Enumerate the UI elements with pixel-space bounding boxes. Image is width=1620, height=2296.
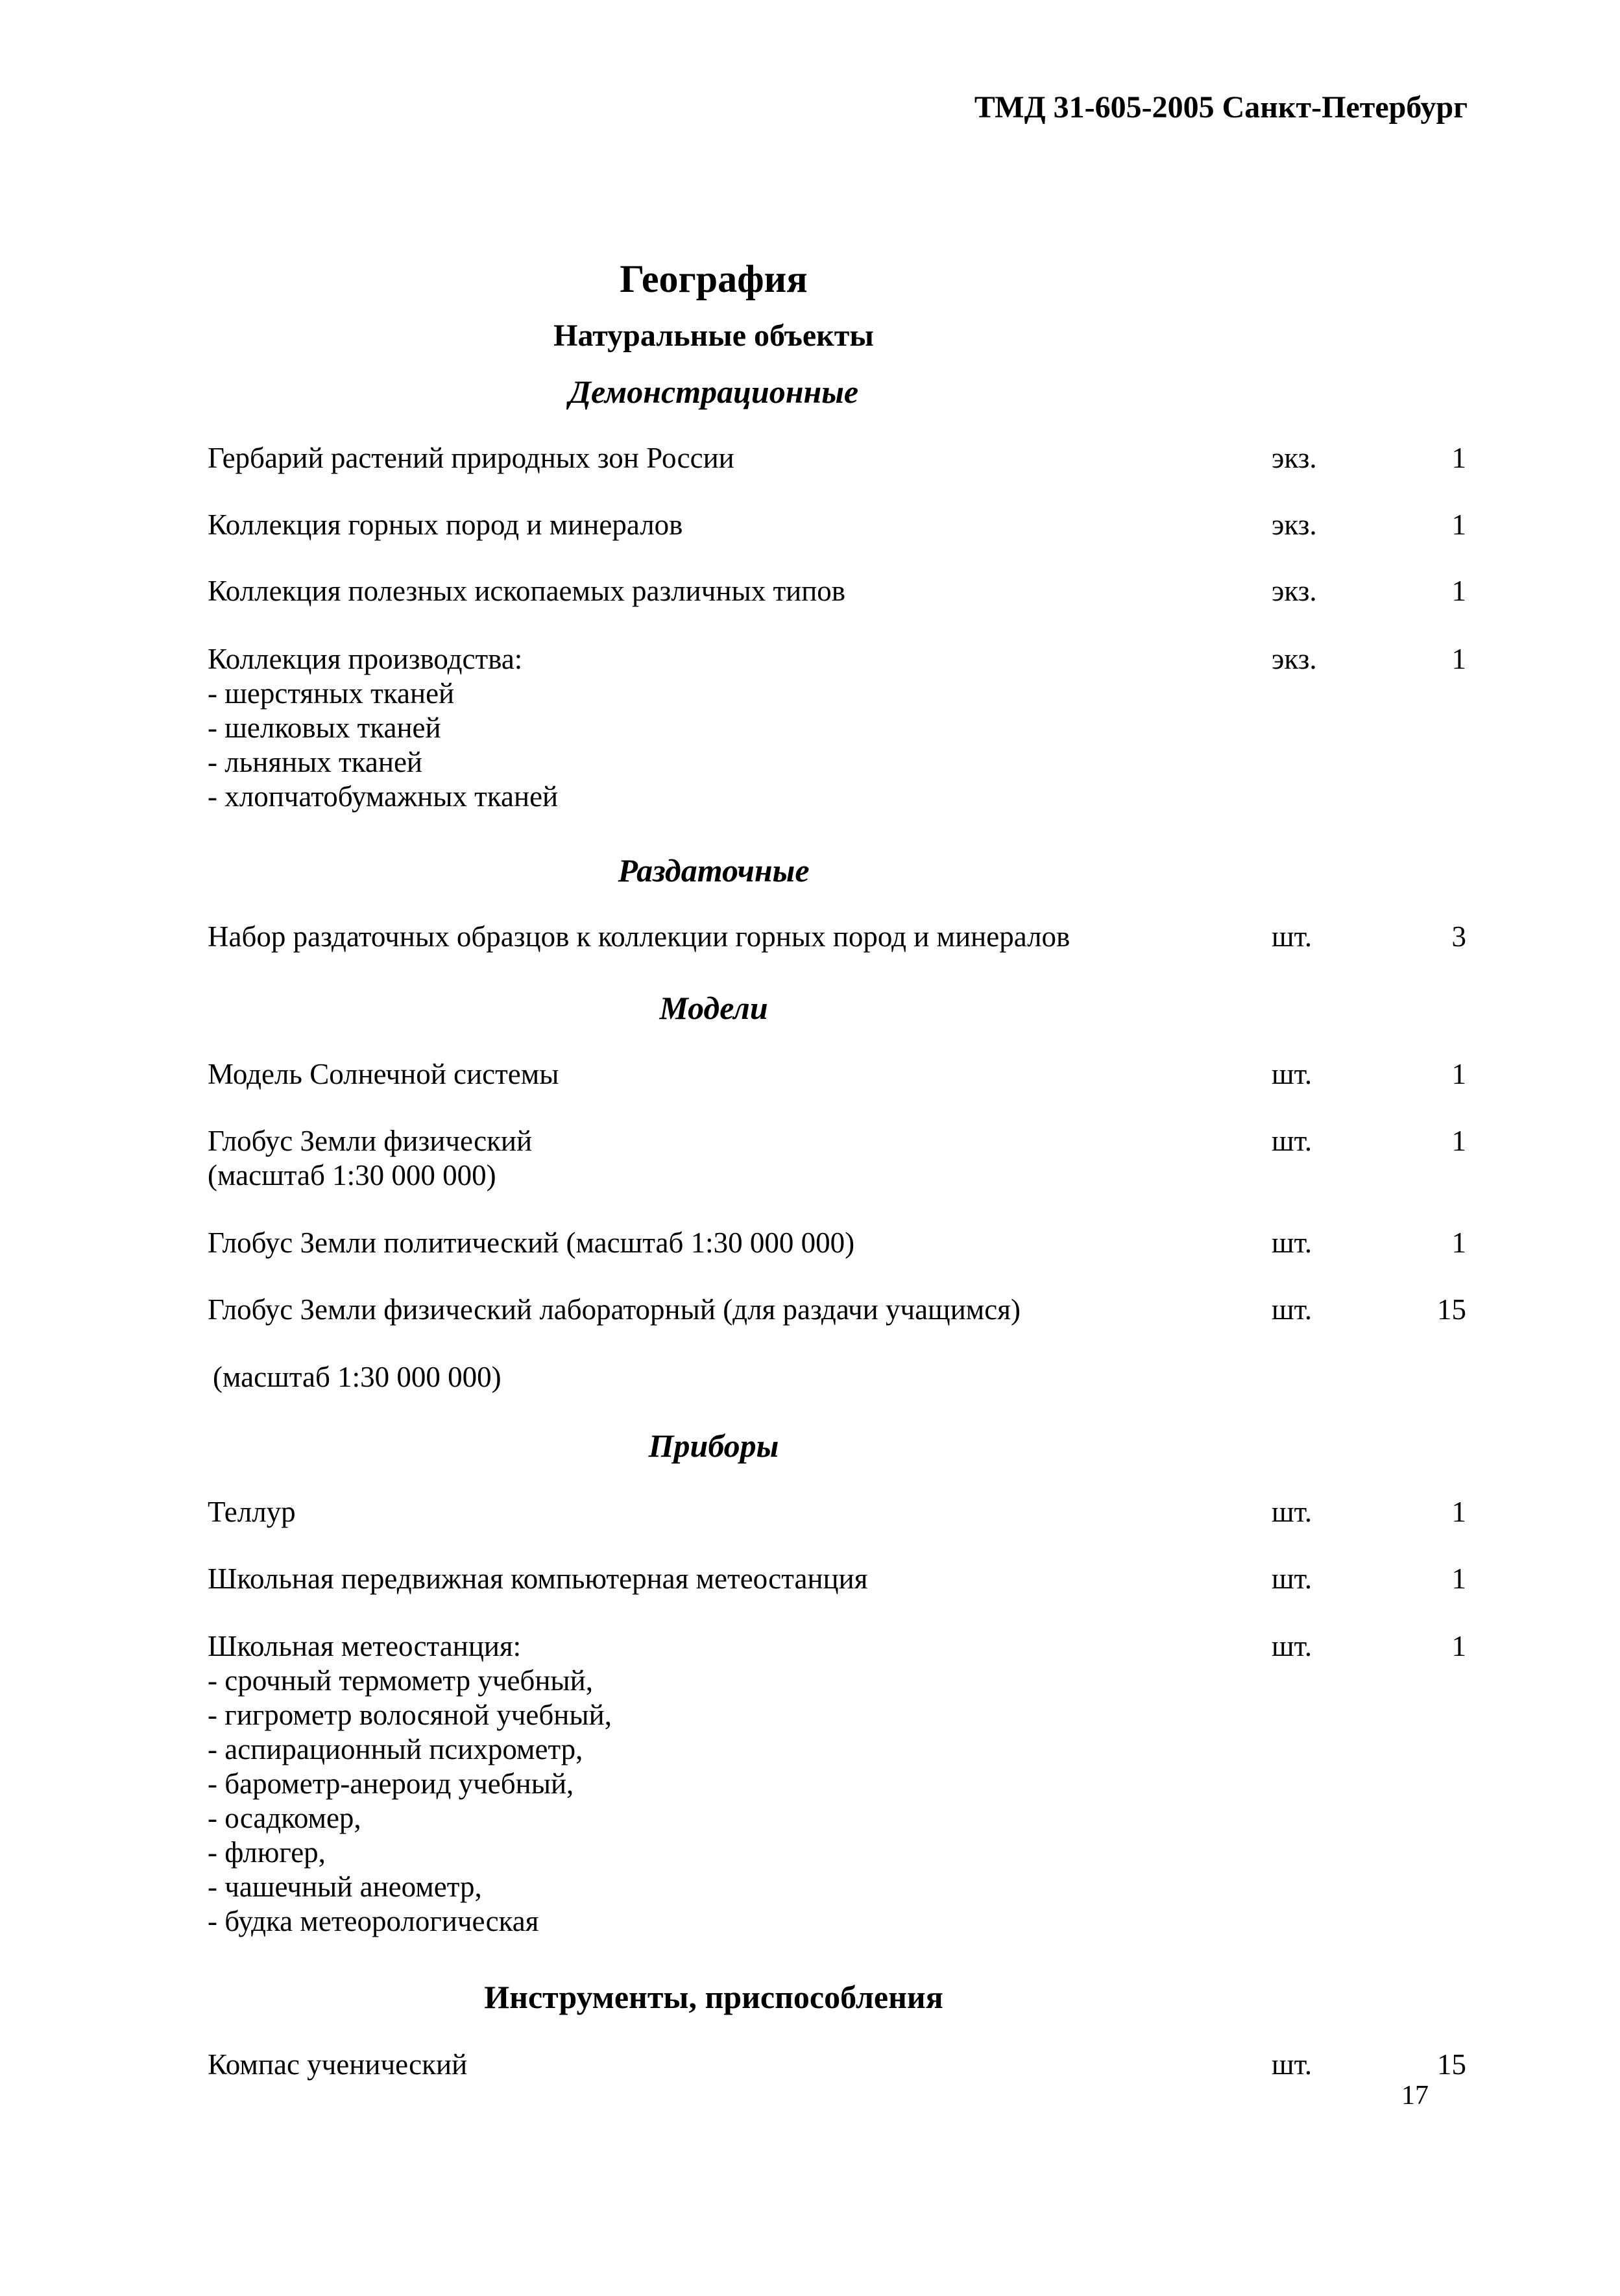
item-name: Школьная передвижная компьютерная метеостанция <box>208 1562 868 1595</box>
sub-item: - льняных тканей <box>208 746 423 778</box>
item-detail: (масштаб 1:30 000 000) <box>208 1159 496 1191</box>
item-qty: 1 <box>1451 1226 1466 1259</box>
sub-item: - барометр-анероид учебный, <box>208 1767 574 1800</box>
item-name: Глобус Земли физический лабораторный (для раздачи учащимся) <box>208 1293 1021 1326</box>
item-unit: шт. <box>1272 1630 1312 1662</box>
item-qty: 1 <box>1451 643 1466 675</box>
item-unit: шт. <box>1272 1226 1312 1259</box>
item-qty: 1 <box>1451 1058 1466 1090</box>
item-unit: шт. <box>1272 2048 1312 2081</box>
item-detail: (масштаб 1:30 000 000) <box>213 1361 502 1393</box>
section-heading-tools: Инструменты, приспособления <box>484 1979 943 2015</box>
item-name: Компас ученический <box>208 2048 468 2081</box>
sub-item: - чашечный анеометр, <box>208 1871 482 1903</box>
item-qty: 15 <box>1437 2048 1466 2081</box>
item-qty: 1 <box>1451 442 1466 474</box>
section-heading-demo: Демонстрационные <box>568 374 859 410</box>
item-name: Глобус Земли физический <box>208 1125 533 1157</box>
sub-item: - шерстяных тканей <box>208 677 455 710</box>
item-unit: экз. <box>1272 575 1317 607</box>
item-name: Гербарий растений природных зон России <box>208 442 734 474</box>
sub-item: - гигрометр волосяной учебный, <box>208 1699 612 1731</box>
item-unit: шт. <box>1272 1058 1312 1090</box>
item-unit: экз. <box>1272 643 1317 675</box>
item-qty: 3 <box>1451 920 1466 953</box>
item-qty: 1 <box>1451 1125 1466 1157</box>
document-header: ТМД 31-605-2005 Санкт-Петербург <box>974 90 1468 125</box>
item-qty: 1 <box>1451 508 1466 541</box>
sub-item: - аспирационный психрометр, <box>208 1733 583 1765</box>
item-unit: экз. <box>1272 508 1317 541</box>
section-heading-devices: Приборы <box>648 1428 779 1464</box>
item-qty: 15 <box>1437 1293 1466 1326</box>
item-unit: шт. <box>1272 1562 1312 1595</box>
item-name: Теллур <box>208 1496 296 1528</box>
item-unit: шт. <box>1272 1293 1312 1326</box>
item-unit: экз. <box>1272 442 1317 474</box>
item-qty: 1 <box>1451 1562 1466 1595</box>
item-name: Набор раздаточных образцов к коллекции горных пород и минералов <box>208 920 1070 953</box>
sub-item: - хлопчатобумажных тканей <box>208 780 559 813</box>
item-name: Глобус Земли политический (масштаб 1:30 000 000) <box>208 1226 855 1259</box>
sub-item: - будка метеорологическая <box>208 1905 539 1937</box>
item-qty: 1 <box>1451 575 1466 607</box>
item-unit: шт. <box>1272 1496 1312 1528</box>
item-name: Коллекция производства: <box>208 643 523 675</box>
sub-item: - шелковых тканей <box>208 712 441 744</box>
section-heading-handout: Раздаточные <box>618 852 810 889</box>
page-number: 17 <box>1401 2081 1429 2111</box>
item-name: Коллекция горных пород и минералов <box>208 508 683 541</box>
item-name: Школьная метеостанция: <box>208 1630 522 1662</box>
item-name: Коллекция полезных ископаемых различных типов <box>208 575 846 607</box>
item-qty: 1 <box>1451 1496 1466 1528</box>
sub-item: - срочный термометр учебный, <box>208 1664 593 1697</box>
page-title: География <box>620 257 808 300</box>
item-name: Модель Солнечной системы <box>208 1058 559 1090</box>
page-subtitle: Натуральные объекты <box>553 318 874 353</box>
sub-item: - осадкомер, <box>208 1802 361 1834</box>
item-qty: 1 <box>1451 1630 1466 1662</box>
sub-item: - флюгер, <box>208 1836 326 1869</box>
section-heading-models: Модели <box>659 990 768 1026</box>
item-unit: шт. <box>1272 920 1312 953</box>
item-unit: шт. <box>1272 1125 1312 1157</box>
